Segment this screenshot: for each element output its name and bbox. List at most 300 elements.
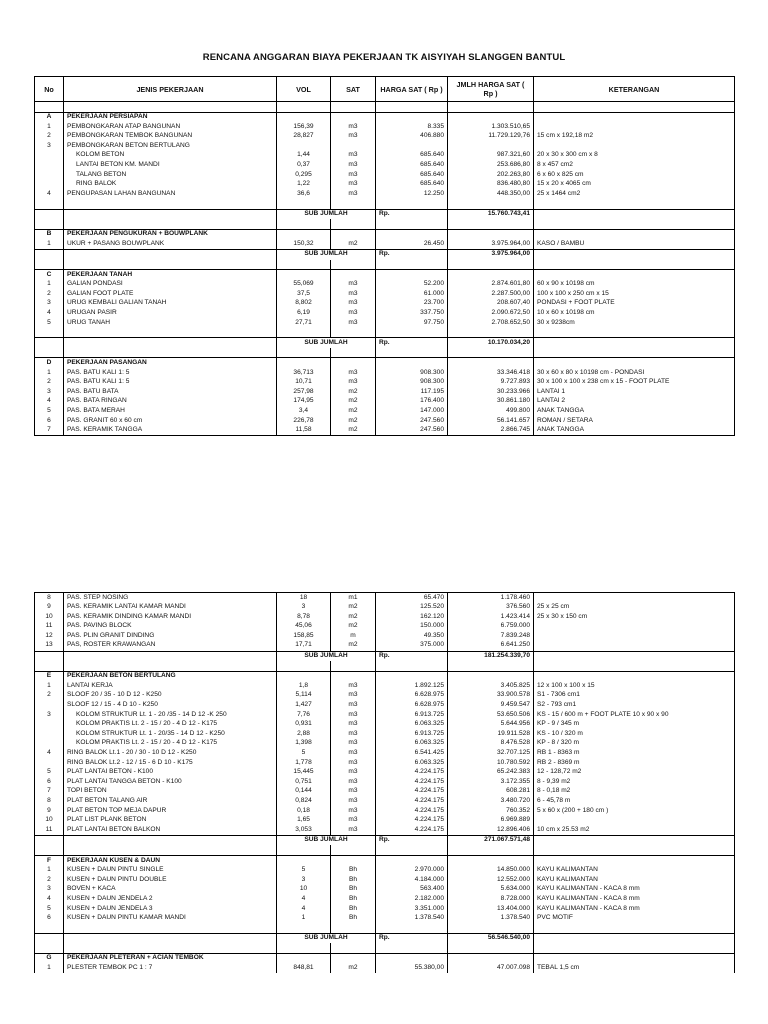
item-unit: m3 (331, 787, 376, 797)
empty-cell (331, 943, 376, 953)
table-row (35, 593, 735, 603)
subtotal-row (35, 651, 735, 661)
blank-row (35, 661, 735, 671)
item-unit: m2 (331, 612, 376, 622)
empty-cell (534, 933, 735, 943)
item-description: LANTAI BETON KM. MANDI (64, 161, 277, 171)
empty-cell (277, 671, 331, 681)
item-total-price: 11.729.129,76 (448, 132, 534, 142)
item-volume: 0,824 (277, 796, 331, 806)
item-unit-price: 1.378.540 (376, 914, 448, 924)
item-description: PEMBONGKARAN ATAP BANGUNAN (64, 122, 277, 132)
item-volume: 55,069 (277, 280, 331, 290)
item-total-price: 30.233.966 (448, 387, 534, 397)
item-total-price: 56.141.657 (448, 416, 534, 426)
table-row (35, 825, 735, 835)
item-total-price: 5.644.956 (448, 720, 534, 730)
item-number: 7 (35, 787, 64, 797)
empty-cell (35, 651, 64, 661)
empty-cell (35, 933, 64, 943)
item-unit (331, 141, 376, 151)
item-volume: 5 (277, 749, 331, 759)
item-volume: 0,37 (277, 161, 331, 171)
item-description: PLAT LIST PLANK BETON (64, 816, 277, 826)
empty-cell (35, 661, 64, 671)
item-remarks: 6 x 60 x 825 cm (534, 170, 735, 180)
item-volume: 0,18 (277, 806, 331, 816)
empty-cell (35, 943, 64, 953)
item-number: 1 (35, 368, 64, 378)
item-description: PAS. KERAMIK LANTAI KAMAR MANDI (64, 603, 277, 613)
empty-cell (534, 338, 735, 348)
empty-cell (277, 358, 331, 368)
item-total-price: 2.090.672,50 (448, 308, 534, 318)
item-unit-price: 162.120 (376, 612, 448, 622)
empty-cell (331, 229, 376, 239)
item-remarks: 8 x 457 cm2 (534, 161, 735, 171)
item-volume: 36,6 (277, 189, 331, 199)
item-number: 13 (35, 641, 64, 651)
item-number: 1 (35, 681, 64, 691)
empty-cell (448, 856, 534, 866)
section-row (35, 229, 735, 239)
empty-cell (376, 348, 448, 358)
item-unit: m3 (331, 816, 376, 826)
empty-cell (277, 856, 331, 866)
item-volume: 1,778 (277, 758, 331, 768)
item-description: URUG KEMBALI GALIAN TANAH (64, 299, 277, 309)
item-remarks (534, 122, 735, 132)
empty-cell (376, 199, 448, 209)
empty-cell (64, 933, 277, 943)
item-total-price: 1.303.510,65 (448, 122, 534, 132)
empty-cell (64, 835, 277, 845)
section-title: PEKERJAAN PERSIAPAN (64, 112, 277, 122)
item-remarks (534, 622, 735, 632)
subtotal-currency: Rp. (376, 933, 448, 943)
item-remarks: 5 x 60 x (200 + 180 cm ) (534, 806, 735, 816)
item-description: PENGUPASAN LAHAN BANGUNAN (64, 189, 277, 199)
item-unit: Bh (331, 914, 376, 924)
item-unit: m2 (331, 603, 376, 613)
section-title: PEKERJAAN BETON BERTULANG (64, 671, 277, 681)
section-row (35, 358, 735, 368)
item-total-price: 8.728.000 (448, 894, 534, 904)
item-unit-price: 125.520 (376, 603, 448, 613)
item-remarks: 8 - 0,18 m2 (534, 787, 735, 797)
item-number: 2 (35, 289, 64, 299)
empty-cell (448, 229, 534, 239)
item-volume: 5 (277, 866, 331, 876)
item-unit: m3 (331, 308, 376, 318)
subtotal-value: 181.254.339,70 (448, 651, 534, 661)
item-total-price: 987.321,60 (448, 151, 534, 161)
item-description: PAS, ROSTER KRAWANGAN (64, 641, 277, 651)
item-number: 4 (35, 749, 64, 759)
item-description: PEMBONGKARAN TEMBOK BANGUNAN (64, 132, 277, 142)
item-description: PAS. BATU KALI 1: 5 (64, 368, 277, 378)
item-remarks (534, 641, 735, 651)
item-unit: m3 (331, 710, 376, 720)
table-row (35, 720, 735, 730)
item-volume: 4 (277, 904, 331, 914)
section-letter: G (35, 953, 64, 963)
item-unit: m2 (331, 426, 376, 436)
item-unit-price: 97.750 (376, 318, 448, 328)
item-number: 2 (35, 691, 64, 701)
item-number (35, 720, 64, 730)
item-volume: 1,44 (277, 151, 331, 161)
item-total-price: 33.346.418 (448, 368, 534, 378)
empty-cell (35, 219, 64, 229)
item-unit: m3 (331, 318, 376, 328)
empty-cell (35, 209, 64, 219)
section-title: PEKERJAAN PLETERAN + ACIAN TEMBOK (64, 953, 277, 963)
subtotal-value: 271.067.571,48 (448, 835, 534, 845)
item-description: PAS. KERAMIK DINDING KAMAR MANDI (64, 612, 277, 622)
table-row (35, 189, 735, 199)
empty-cell (376, 661, 448, 671)
table-row (35, 768, 735, 778)
item-unit: m2 (331, 964, 376, 974)
empty-cell (448, 845, 534, 855)
item-number: 6 (35, 914, 64, 924)
item-unit-price: 6.063.325 (376, 720, 448, 730)
table-row (35, 368, 735, 378)
table-row (35, 641, 735, 651)
subtotal-row (35, 835, 735, 845)
item-description: KUSEN + DAUN JENDELA 3 (64, 904, 277, 914)
item-description: PLAT LANTAI TANGGA BETON - K100 (64, 777, 277, 787)
item-remarks: TEBAL 1,5 cm (534, 964, 735, 974)
item-volume: 150,32 (277, 239, 331, 249)
item-unit: m3 (331, 777, 376, 787)
item-unit-price: 6.628.975 (376, 701, 448, 711)
empty-cell (376, 943, 448, 953)
table-row (35, 122, 735, 132)
empty-cell (534, 953, 735, 963)
blank-row (35, 219, 735, 229)
item-volume: 3 (277, 875, 331, 885)
header-sat: SAT (331, 77, 376, 102)
empty-cell (534, 661, 735, 671)
item-volume: 5,114 (277, 691, 331, 701)
item-unit: m3 (331, 180, 376, 190)
item-number: 1 (35, 280, 64, 290)
item-unit: m3 (331, 739, 376, 749)
item-volume: 15,445 (277, 768, 331, 778)
item-total-price: 2.708.652,50 (448, 318, 534, 328)
empty-cell (448, 102, 534, 113)
item-description: PAS. PLIN GRANIT DINDING (64, 631, 277, 641)
item-volume: 36,713 (277, 368, 331, 378)
item-remarks: KS - 10 / 320 m (534, 729, 735, 739)
subtotal-row (35, 209, 735, 219)
empty-cell (35, 348, 64, 358)
item-remarks: KS - 15 / 600 m + FOOT PLATE 10 x 90 x 90 (534, 710, 735, 720)
item-total-price: 253.686,80 (448, 161, 534, 171)
item-description: KOLOM BETON (64, 151, 277, 161)
item-total-price: 12.896.406 (448, 825, 534, 835)
empty-cell (376, 923, 448, 933)
empty-cell (534, 328, 735, 338)
section-title: PEKERJAAN PASANGAN (64, 358, 277, 368)
table-row (35, 749, 735, 759)
item-description: GALIAN FOOT PLATE (64, 289, 277, 299)
item-unit: m2 (331, 416, 376, 426)
table-row (35, 308, 735, 318)
item-volume: 226,78 (277, 416, 331, 426)
item-total-price (448, 141, 534, 151)
empty-cell (534, 348, 735, 358)
item-description: KOLOM STRUKTUR Lt. 1 - 20 /35 - 14 D 12 -K 250 (64, 710, 277, 720)
header-vol: VOL (277, 77, 331, 102)
table-row (35, 426, 735, 436)
empty-cell (448, 199, 534, 209)
item-remarks: KP - 8 / 320 m (534, 739, 735, 749)
empty-cell (331, 671, 376, 681)
section-row (35, 112, 735, 122)
empty-cell (534, 845, 735, 855)
item-remarks: PVC MOTIF (534, 914, 735, 924)
empty-cell (534, 102, 735, 113)
item-unit: Bh (331, 875, 376, 885)
budget-table-part-2 (34, 592, 735, 973)
subtotal-currency: Rp. (376, 249, 448, 259)
item-remarks: ANAK TANGGA (534, 426, 735, 436)
blank-row (35, 348, 735, 358)
item-unit: m3 (331, 280, 376, 290)
item-description: PLESTER TEMBOK PC 1 : 7 (64, 964, 277, 974)
empty-cell (277, 229, 331, 239)
item-volume: 4 (277, 894, 331, 904)
empty-cell (277, 328, 331, 338)
section-letter: D (35, 358, 64, 368)
blank-row (35, 260, 735, 270)
item-number: 1 (35, 122, 64, 132)
item-unit-price: 4.224.175 (376, 777, 448, 787)
empty-cell (35, 835, 64, 845)
item-description: PAS. BATA MERAH (64, 406, 277, 416)
item-volume: 0,144 (277, 787, 331, 797)
item-description: KUSEN + DAUN PINTU KAMAR MANDI (64, 914, 277, 924)
item-volume: 1 (277, 914, 331, 924)
item-total-price: 10.780.592 (448, 758, 534, 768)
item-total-price: 1.178.460 (448, 593, 534, 603)
blank-row (35, 845, 735, 855)
item-unit-price: 908.300 (376, 378, 448, 388)
empty-cell (277, 661, 331, 671)
item-description: KOLOM PRAKTIS Lt. 2 - 15 / 20 - 4 D 12 - K175 (64, 720, 277, 730)
item-number (35, 180, 64, 190)
item-number: 6 (35, 416, 64, 426)
item-remarks: RB 2 - 8369 m (534, 758, 735, 768)
item-remarks: 25 x 25 cm (534, 603, 735, 613)
table-row (35, 299, 735, 309)
table-row (35, 622, 735, 632)
item-unit-price: 55.380,00 (376, 964, 448, 974)
header-jenis: JENIS PEKERJAAN (64, 77, 277, 102)
budget-table-part-1 (34, 76, 735, 436)
item-number: 2 (35, 132, 64, 142)
item-number: 3 (35, 885, 64, 895)
item-total-price: 608.281 (448, 787, 534, 797)
item-volume: 11,58 (277, 426, 331, 436)
item-number (35, 729, 64, 739)
subtotal-value: 15.760.743,41 (448, 209, 534, 219)
empty-cell (534, 923, 735, 933)
item-number: 3 (35, 710, 64, 720)
empty-cell (331, 348, 376, 358)
empty-cell (331, 260, 376, 270)
item-unit: m2 (331, 239, 376, 249)
item-description: PAS. BATU BATA (64, 387, 277, 397)
empty-cell (64, 661, 277, 671)
header-keterangan: KETERANGAN (534, 77, 735, 102)
item-total-price: 2.287.500,00 (448, 289, 534, 299)
item-description: PAS. GRANIT 60 x 60 cm (64, 416, 277, 426)
item-number: 5 (35, 768, 64, 778)
item-unit-price: 6.063.325 (376, 758, 448, 768)
item-description: SLOOF 20 / 35 - 10 D 12 - K250 (64, 691, 277, 701)
empty-cell (376, 671, 448, 681)
item-unit-price: 2.970.000 (376, 866, 448, 876)
item-description: SLOOF 12 / 15 - 4 D 10 - K250 (64, 701, 277, 711)
item-unit: Bh (331, 866, 376, 876)
item-volume: 158,85 (277, 631, 331, 641)
document-title: RENCANA ANGGARAN BIAYA PEKERJAAN TK AISYIYAH SLANGGEN BANTUL (202, 52, 566, 63)
item-remarks: 25 x 30 x 150 cm (534, 612, 735, 622)
item-unit: m3 (331, 132, 376, 142)
item-description: KUSEN + DAUN JENDELA 2 (64, 894, 277, 904)
item-number: 4 (35, 397, 64, 407)
item-unit-price: 406.880 (376, 132, 448, 142)
empty-cell (35, 102, 64, 113)
item-unit: m1 (331, 593, 376, 603)
empty-cell (376, 270, 448, 280)
item-unit: m3 (331, 691, 376, 701)
empty-cell (35, 199, 64, 209)
table-row (35, 866, 735, 876)
item-total-price: 8.476.528 (448, 739, 534, 749)
empty-cell (448, 923, 534, 933)
item-unit-price: 23.700 (376, 299, 448, 309)
empty-cell (64, 348, 277, 358)
item-remarks: 15 x 20 x 4065 cm (534, 180, 735, 190)
item-remarks: 60 x 90 x 10198 cm (534, 280, 735, 290)
item-description: URUGAN PASIR (64, 308, 277, 318)
item-unit-price: 8.335 (376, 122, 448, 132)
section-title: PEKERJAAN TANAH (64, 270, 277, 280)
section-letter: F (35, 856, 64, 866)
subtotal-label: SUB JUMLAH (277, 209, 376, 219)
item-remarks: S1 - 7306 cm1 (534, 691, 735, 701)
item-number: 10 (35, 612, 64, 622)
item-unit-price: 176.400 (376, 397, 448, 407)
item-unit: m3 (331, 681, 376, 691)
item-unit-price: 26.450 (376, 239, 448, 249)
item-description: UKUR + PASANG BOUWPLANK (64, 239, 277, 249)
section-row (35, 270, 735, 280)
empty-cell (448, 671, 534, 681)
item-unit: m3 (331, 729, 376, 739)
item-volume: 2,88 (277, 729, 331, 739)
item-remarks (534, 593, 735, 603)
item-unit-price: 6.913.725 (376, 710, 448, 720)
empty-cell (376, 112, 448, 122)
item-number: 4 (35, 894, 64, 904)
item-unit-price: 6.628.975 (376, 691, 448, 701)
item-unit: m3 (331, 299, 376, 309)
item-unit: m2 (331, 406, 376, 416)
item-total-price: 9.459.547 (448, 701, 534, 711)
item-description: KOLOM STRUKTUR Lt. 1 - 20/35 - 14 D 12 - K250 (64, 729, 277, 739)
empty-cell (448, 328, 534, 338)
item-number: 11 (35, 622, 64, 632)
empty-cell (534, 199, 735, 209)
item-unit-price: 6.913.725 (376, 729, 448, 739)
item-volume: 3,053 (277, 825, 331, 835)
section-letter: B (35, 229, 64, 239)
item-total-price: 3.172.355 (448, 777, 534, 787)
blank-row (35, 923, 735, 933)
empty-cell (376, 953, 448, 963)
subtotal-currency: Rp. (376, 651, 448, 661)
item-description: PLAT BETON TOP MEJA DAPUR (64, 806, 277, 816)
item-volume: 17,71 (277, 641, 331, 651)
item-volume (277, 141, 331, 151)
item-total-price: 19.911.528 (448, 729, 534, 739)
item-volume: 3 (277, 603, 331, 613)
item-unit-price: 4.224.175 (376, 816, 448, 826)
header-jumlah: JMLH HARGA SAT ( Rp ) (448, 77, 534, 102)
item-description: RING BALOK Lt.2 - 12 / 15 - 6 D 10 - K175 (64, 758, 277, 768)
item-unit: Bh (331, 904, 376, 914)
item-remarks: 30 x 100 x 100 x 238 cm x 15 - FOOT PLATE (534, 378, 735, 388)
item-remarks: 12 x 100 x 100 x 15 (534, 681, 735, 691)
empty-cell (35, 845, 64, 855)
table-row (35, 397, 735, 407)
item-remarks: 100 x 100 x 250 cm x 15 (534, 289, 735, 299)
item-unit-price: 4.224.175 (376, 796, 448, 806)
item-unit: m3 (331, 701, 376, 711)
subtotal-value: 10.170.034,20 (448, 338, 534, 348)
item-unit-price: 247.560 (376, 416, 448, 426)
item-total-price: 33.900.578 (448, 691, 534, 701)
item-total-price: 6.641.250 (448, 641, 534, 651)
item-unit-price: 2.182.000 (376, 894, 448, 904)
empty-cell (277, 102, 331, 113)
item-number: 3 (35, 299, 64, 309)
item-total-price: 208.607,40 (448, 299, 534, 309)
table-row (35, 777, 735, 787)
item-unit: m3 (331, 170, 376, 180)
empty-cell (376, 856, 448, 866)
item-unit: Bh (331, 894, 376, 904)
item-remarks: KAYU KALIMANTAN (534, 866, 735, 876)
item-unit-price: 908.300 (376, 368, 448, 378)
subtotal-label: SUB JUMLAH (277, 651, 376, 661)
empty-cell (534, 835, 735, 845)
item-unit: m3 (331, 720, 376, 730)
item-total-price: 6.969.889 (448, 816, 534, 826)
item-volume: 1,22 (277, 180, 331, 190)
item-description: BOVEN + KACA (64, 885, 277, 895)
table-row (35, 904, 735, 914)
item-unit-price: 12.250 (376, 189, 448, 199)
item-description: PAS. PAVING BLOCK (64, 622, 277, 632)
empty-cell (534, 270, 735, 280)
